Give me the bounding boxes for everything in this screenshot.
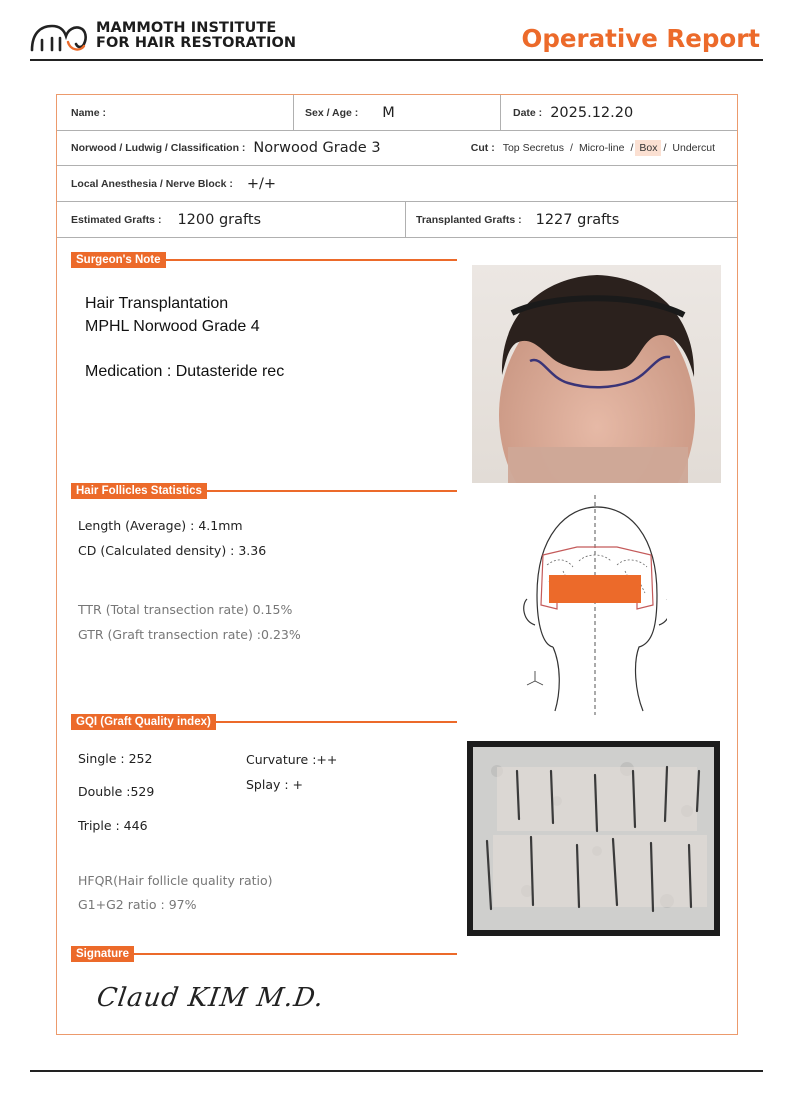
graft-samples-photo [467,741,720,936]
classification-value: Norwood Grade 3 [253,140,381,156]
gqi-curvature: Curvature :++ [246,752,338,767]
cut-option-top-secretus: Top Secretus [502,142,565,154]
gqi-header [71,714,457,730]
info-row-classification [57,131,737,166]
gqi-splay: Splay : + [246,777,304,792]
report-title: Operative Report [521,24,760,53]
anesthesia-value: +/+ [246,175,277,192]
cut-label: Cut : [470,142,495,154]
signature-header [71,946,457,962]
anesthesia-label: Local Anesthesia / Nerve Block : [71,177,233,190]
gqi-title: GQI (Graft Quality index) [71,714,216,730]
stat-length: Length (Average) : 4.1mm [78,518,243,533]
date-value: 2025.12.20 [550,104,634,121]
cut-option-undercut: Undercut [672,142,715,154]
note-line-1: Hair Transplantation [85,295,229,312]
patient-head-photo [472,265,721,483]
signature-title: Signature [71,946,134,962]
cut-option-box-selected: Box [635,140,661,156]
mammoth-logo-icon [30,20,88,52]
cut-option-micro-line: Micro-line [578,142,625,154]
report-frame [56,94,738,1035]
transplanted-grafts-value: 1227 grafts [535,211,620,228]
follicle-stats-header [71,483,457,499]
brand-name-line2: FOR HAIR RESTORATION [96,35,297,51]
brand-name-line1: MAMMOTH INSTITUTE [96,20,277,36]
name-label: Name : [71,106,107,119]
sex-age-label: Sex / Age : [305,106,359,119]
cut-options: Cut : Top Secretus / Micro-line / Box / Undercut [471,131,719,165]
follicle-stats-title: Hair Follicles Statistics [71,483,207,499]
stat-cd: CD (Calculated density) : 3.36 [78,543,267,558]
stat-gtr: GTR (Graft transection rate) :0.23% [78,627,301,642]
info-row-name [57,95,737,131]
gqi-ratio: G1+G2 ratio : 97% [78,897,197,912]
surgeon-note-header [71,252,457,268]
date-label: Date : [513,106,543,119]
brand-logo [30,20,296,52]
gqi-double: Double :529 [78,784,155,799]
classification-label: Norwood / Ludwig / Classification : [71,142,246,154]
footer-divider [30,1070,763,1072]
note-line-2: MPHL Norwood Grade 4 [85,318,260,335]
estimated-grafts-label: Estimated Grafts : [71,213,162,226]
gqi-single: Single : 252 [78,751,153,766]
info-row-anesthesia [57,166,737,202]
transplanted-grafts-label: Transplanted Grafts : [416,213,522,226]
stat-ttr: TTR (Total transection rate) 0.15% [78,602,293,617]
donor-area-diagram [517,495,667,715]
info-row-grafts [57,202,737,238]
surgeon-note-title: Surgeon's Note [71,252,166,268]
header-divider [30,59,763,61]
signature-text: Claud KIM M.D. [94,983,327,1013]
sex-age-value: M [382,104,395,121]
gqi-hfqr: HFQR(Hair follicle quality ratio) [78,873,273,888]
note-line-3: Medication : Dutasteride rec [85,363,285,380]
surgeon-note-body [85,292,284,383]
estimated-grafts-value: 1200 grafts [177,211,262,228]
gqi-triple: Triple : 446 [78,818,148,833]
